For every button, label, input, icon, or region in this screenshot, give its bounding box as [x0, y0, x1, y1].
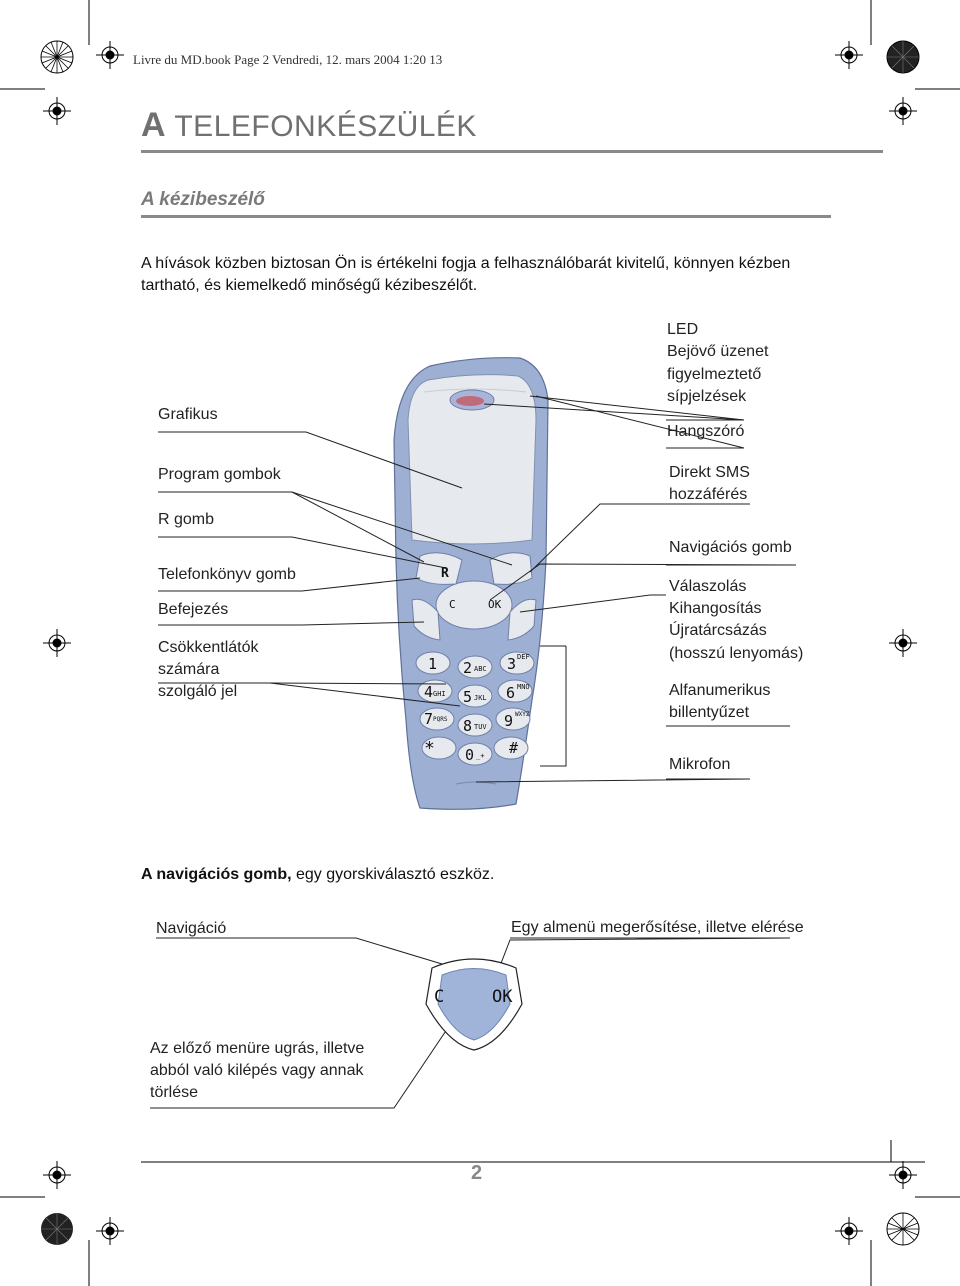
label-ujratarcsazas: Újratárcsázás [669, 622, 767, 639]
label-led-2: Bejövő üzenet [667, 343, 769, 360]
key-6-letters: MNO [517, 683, 530, 691]
key-4-label: 4 [424, 683, 434, 701]
label-telefonkonyv-gomb: Telefonkönyv gomb [158, 566, 296, 583]
section-subtitle: A kézibeszélő [141, 189, 265, 210]
key-hash-label: # [509, 739, 519, 757]
key-7-label: 7 [424, 710, 434, 728]
label-csokkentlatok-3: szolgáló jel [158, 683, 238, 700]
label-csokkentlatok-2: számára [158, 661, 220, 678]
key-5-letters: JKL [474, 694, 487, 702]
key-8-label: 8 [463, 717, 473, 735]
crosshair-upper-right [889, 97, 917, 125]
nav-heading-bold: A navigációs gomb, [141, 866, 292, 883]
book-info-line: Livre du MD.book Page 2 Vendredi, 12. mars 2004 1:20 13 [133, 52, 443, 67]
key-5-label: 5 [463, 688, 473, 706]
key-3-label: 3 [507, 655, 517, 673]
key-1-label: 1 [428, 655, 438, 673]
label-led-1: LED [667, 321, 699, 338]
starburst-mark-bottom-left [41, 1213, 73, 1245]
crosshair-bottom-center-left [96, 1217, 124, 1245]
nav-section-heading [141, 866, 494, 884]
title-initial: A [141, 106, 167, 144]
key-2-letters: ABC [474, 665, 487, 673]
label-billentyuzet: billentyűzet [669, 704, 750, 721]
key-0-label: 0 [465, 746, 475, 764]
program-key-right [490, 553, 532, 585]
label-befejezes: Befejezés [158, 601, 229, 618]
page-number: 2 [471, 1162, 483, 1184]
crosshair-top-center-right [835, 41, 863, 69]
label-program-gombok: Program gombok [158, 466, 281, 483]
label-grafikus: Grafikus [158, 406, 218, 423]
key-6-label: 6 [506, 684, 516, 702]
key-8-letters: TUV [474, 723, 487, 731]
crosshair-top-center-left [96, 41, 124, 69]
label-led-3: figyelmeztető [667, 366, 762, 383]
label-csokkentlatok-1: Csökkentlátók [158, 639, 259, 656]
label-hosszu-lenyomas: (hosszú lenyomás) [669, 645, 804, 662]
nav-heading-rest: egy gyorskiválasztó eszköz. [291, 866, 495, 883]
subtitle-rule [141, 215, 831, 218]
label-elozo-menu-3: törlése [150, 1084, 199, 1101]
key-2-label: 2 [463, 659, 473, 677]
key-ok-label: OK [488, 598, 502, 611]
label-sms-2: hozzáférés [669, 486, 748, 503]
phone-illustration [394, 358, 548, 810]
crosshair-upper-left [43, 97, 71, 125]
key-9-letters: WXYZ [515, 711, 530, 718]
label-hangszoro: Hangszóró [667, 423, 745, 440]
label-navigacios-gomb: Navigációs gomb [669, 539, 792, 556]
label-led-4: sípjelzések [667, 388, 747, 405]
title-rule [141, 150, 883, 153]
crosshair-mid-left [43, 629, 71, 657]
key-9-label: 9 [504, 712, 514, 730]
starburst-mark-bottom-right [887, 1213, 919, 1245]
label-alfanumerikus: Alfanumerikus [669, 682, 771, 699]
key-0-letters: _+ [476, 752, 485, 760]
intro-paragraph: A hívások közben biztosan Ön is értékelni fogja a felhasználóbarát kivitelű, könnyen kézben tartható, és kiemelkedő minőségű kézibeszélőt. [141, 255, 791, 294]
key-4-letters: GHI [433, 690, 446, 698]
crosshair-bottom-center-right [835, 1217, 863, 1245]
label-kihangositas: Kihangosítás [669, 600, 762, 617]
title-rest: TELEFONKÉSZÜLÉK [166, 110, 477, 143]
program-key-left [416, 553, 462, 585]
led-indicator [456, 396, 484, 406]
page-title [141, 106, 477, 145]
key-c-label: C [449, 598, 456, 611]
crosshair-lower-left [43, 1161, 71, 1189]
label-navigacio: Navigáció [156, 920, 227, 937]
starburst-mark-top-left [41, 41, 73, 73]
key-7-letters: PQRS [433, 716, 448, 723]
nav-ok-label: OK [492, 987, 513, 1007]
crosshair-mid-right [889, 629, 917, 657]
key-r-label: R [441, 566, 449, 581]
label-elozo-menu-1: Az előző menüre ugrás, illetve [150, 1040, 365, 1057]
label-almenu-megerositese: Egy almenü megerősítése, illetve elérése [511, 919, 804, 936]
nav-c-label: C [434, 987, 445, 1007]
key-star-label: * [424, 738, 435, 759]
label-sms-1: Direkt SMS [669, 464, 750, 481]
crosshair-lower-right [889, 1161, 917, 1189]
starburst-mark-top-right [887, 41, 919, 73]
label-mikrofon: Mikrofon [669, 756, 731, 773]
label-valaszolas: Válaszolás [669, 578, 747, 595]
label-r-gomb: R gomb [158, 511, 215, 528]
label-elozo-menu-2: abból való kilépés vagy annak [150, 1062, 364, 1079]
key-3-letters: DEF [517, 653, 530, 661]
